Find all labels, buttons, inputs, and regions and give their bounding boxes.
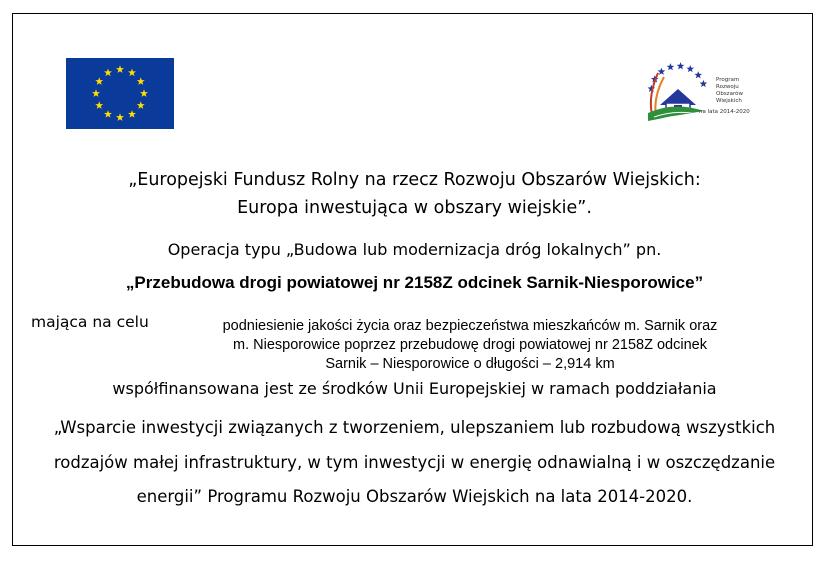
cofinanced-text: współfinansowana jest ze środków Unii Europejskiej w ramach poddziałania [112,379,717,398]
prow-logo-label: Program Rozwoju Obszarów Wiejskich [716,77,743,104]
goal-text: podniesienie jakości życia oraz bezpieczeństwa mieszkańców m. Sarnik oraz m. Niesporowice poprzez przebudowę drogi powiatowej nr 2158Z odcinek Sarnik – Niesporowice o długości – 2,914 km [222,318,718,372]
operation-type: Operacja typu „Budowa lub modernizacja dróg lokalnych” pn. [167,240,662,259]
measure-line-3: energii” Programu Rozwoju Obszarów Wiejskich na lata 2014-2020. [136,487,693,506]
project-name: „Przebudowa drogi powiatowej nr 2158Z odcinek Sarnik-Niesporowice” [125,273,704,292]
goal-label: mająca na celu [31,313,149,331]
measure-line-1: „Wsparcie inwestycji związanych z tworzeniem, ulepszaniem lub rozbudową wszystkich [53,418,776,437]
eu-flag-icon [66,58,174,129]
prow-logo-years: na lata 2014-2020 [699,109,750,115]
prow-star-icon [686,65,694,72]
prow-star-icon [658,68,666,75]
prow-star-icon [667,63,675,70]
title-line-1: „Europejski Fundusz Rolny na rzecz Rozwoju Obszarów Wiejskich: [128,170,701,190]
prow-star-icon [694,71,702,78]
prow-star-icon [700,80,708,87]
title-line-2: Europa inwestująca w obszary wiejskie”. [237,198,592,218]
measure-line-2: rodzajów małej infrastruktury, w tym inwestycji w energię odnawialną i w oszczędzanie [53,453,776,472]
prow-star-icon [677,62,685,69]
